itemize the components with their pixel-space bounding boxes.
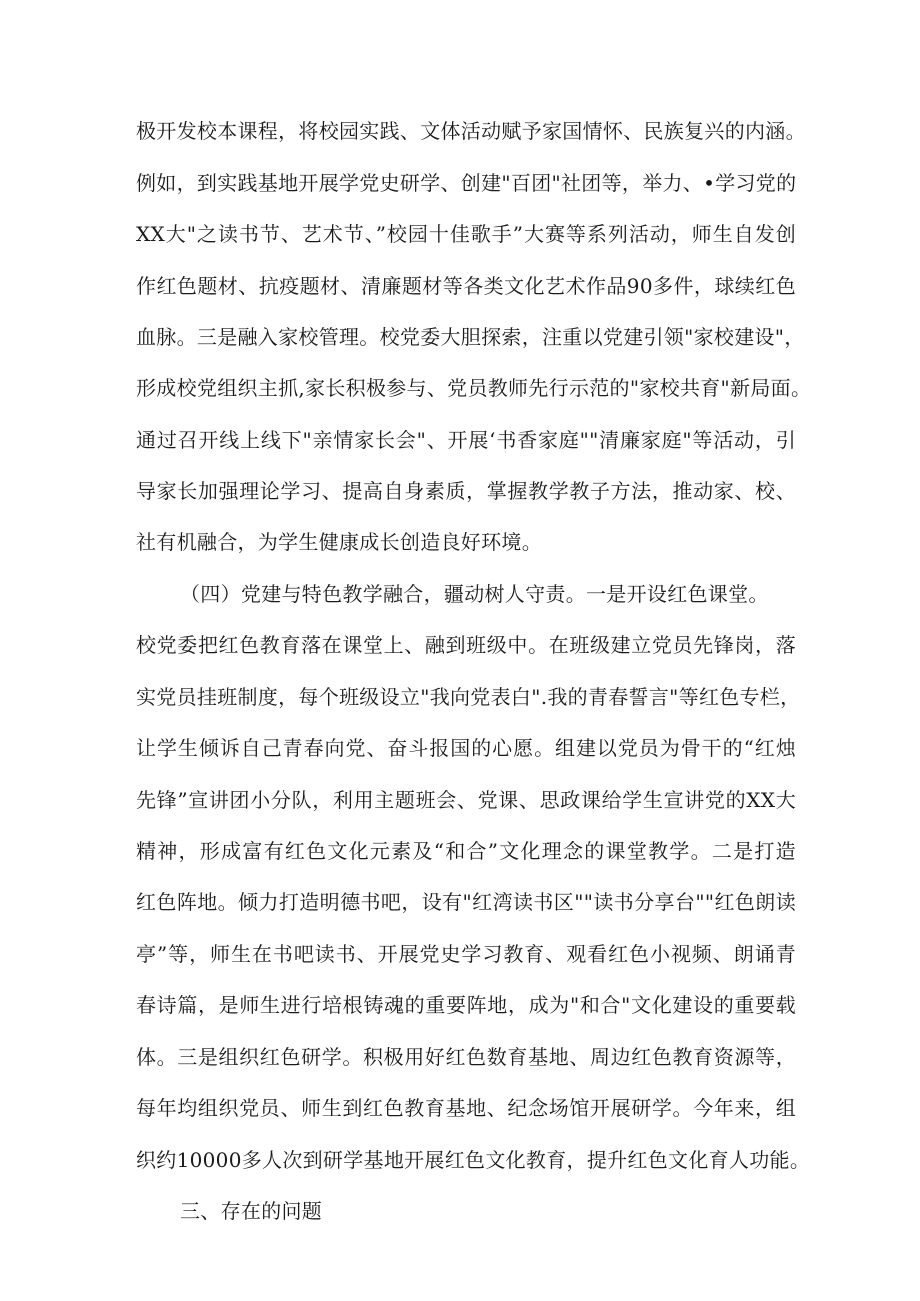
paragraph-line: （四）党建与特色教学融合，疆动树人守责。一是开设红色课堂。 [180, 582, 769, 606]
paragraph-line: 亭”等，师生在书吧读书、开展党史学习教育、观看红色小视频、朗诵青 [136, 942, 796, 966]
paragraph-line: 形成校党组织主抓,家长积极参与、党员教师先行示范的"家校共育"新局面。 [136, 376, 812, 400]
paragraph-line: 作红色题材、抗疫题材、清廉题材等各类文化艺术作品90多件，球续红色 [136, 274, 796, 298]
paragraph-line: 织约10000多人次到研学基地开展红色文化教育，提升红色文化育人功能。 [136, 1148, 811, 1172]
paragraph-line: 实党员挂班制度，每个班级设立"我向党表白".我的青春誓言"等红色专栏， [136, 685, 801, 709]
paragraph-line: 每年均组织党员、师生到红色教育基地、纪念场馆开展研学。今年来，组 [136, 1096, 796, 1120]
paragraph-line: 春诗篇，是师生进行培根铸魂的重要阵地，成为"和合"文化建设的重要载 [136, 993, 796, 1017]
paragraph-line: 先锋”宣讲团小分队，利用主题班会、党课、思政课给学生宣讲党的XX大 [136, 788, 796, 812]
paragraph-line: 血脉。三是融入家校管理。校党委大胆探索，注重以党建引领"家校建设"， [136, 325, 805, 349]
paragraph-line: 例如，到实践基地开展学党史研学、创建"百团"社团等，举力、•学习党的 [136, 171, 797, 195]
paragraph-line: 社有机融合，为学生健康成长创造良好环境。 [136, 530, 542, 554]
paragraph-line: XX大"之读书节、艺术节、”校园十佳歌手”大赛等系列活动，师生自发创 [136, 222, 796, 246]
paragraph-line: 让学生倾诉自己青春向党、奋斗报国的心愿。组建以党员为骨干的“红烛 [136, 736, 796, 760]
paragraph-line: 极开发校本课程，将校园实践、文体活动赋予家国情怀、民族复兴的内涵。 [136, 119, 806, 143]
paragraph-line: 导家长加强理论学习、提高自身素质，掌握教学教子方法，推动家、校、 [136, 479, 796, 503]
paragraph-line: 体。三是组织红色研学。积极用好红色数育基地、周边红色教育资源等， [136, 1045, 796, 1069]
paragraph-line: 红色阵地。倾力打造明德书吧，设有"红湾读书区""读书分享台""红色朗读 [136, 890, 796, 914]
paragraph-line: 通过召开线上线下"亲情家长会"、开展‘书香家庭""清廉家庭"等活动，引 [136, 428, 796, 452]
paragraph-line: 校党委把红色教育落在课堂上、融到班级中。在班级建立党员先锋岗，落 [136, 633, 796, 657]
section-heading: 三、存在的问题 [180, 1199, 323, 1223]
paragraph-line: 精神，形成富有红色文化元素及“和合”文化理念的课堂教学。二是打造 [136, 839, 796, 863]
